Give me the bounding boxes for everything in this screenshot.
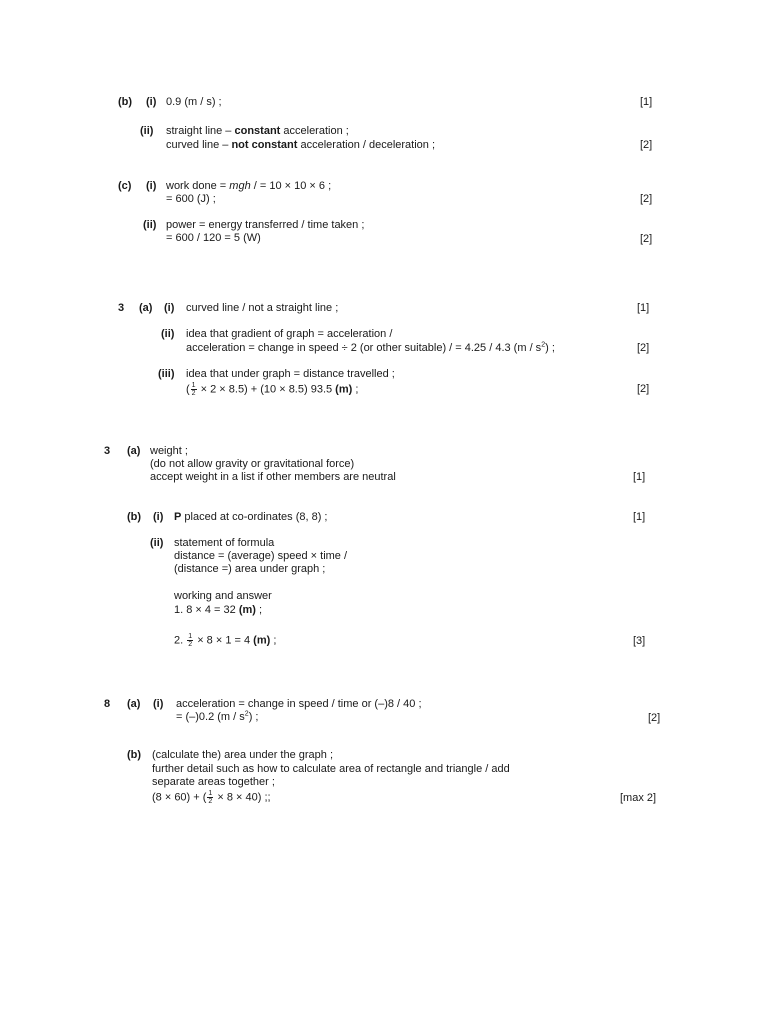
answer-line: statement of formula (174, 537, 275, 549)
answer-line: further detail such as how to calculate area of rectangle and triangle / add (152, 763, 510, 775)
answer-line: (do not allow gravity or gravitational force) (150, 458, 355, 470)
subpart-label: (iii) (158, 368, 175, 380)
answer-line: curved line – not constant acceleration / deceleration ; (166, 139, 436, 151)
subpart-label: (ii) (161, 328, 175, 340)
answer-line: straight line – constant acceleration ; (166, 125, 349, 137)
question-number: 3 (118, 302, 125, 314)
answer-line: accept weight in a list if other members are neutral (150, 471, 396, 483)
subpart-label: (ii) (143, 219, 157, 231)
answer-line: 1. 8 × 4 = 32 (m) ; (174, 604, 263, 616)
answer-line: P placed at co-ordinates (8, 8) ; (174, 511, 328, 523)
answer-line: weight ; (150, 445, 188, 457)
marks: [2] (637, 383, 650, 395)
answer-line: 2. $\frac{1}{2}$ × 8 × 1 = 4 (m) ; (174, 633, 277, 648)
answer-line: (distance =) area under graph ; (174, 563, 326, 575)
part-label: (b) (118, 96, 133, 108)
subpart-label: (i) (153, 511, 164, 523)
answer-line: separate areas together ; (152, 776, 275, 788)
answer-line: (calculate the) area under the graph ; (152, 749, 334, 761)
answer-line: acceleration = change in speed / time or (–)8 / 40 ; (176, 698, 422, 710)
answer-line: ( $\frac{1}{2}$ × 2 × 8.5) + (10 × 8.5) 93.5 (m) ; (186, 382, 359, 397)
answer-line: idea that gradient of graph = acceleration / (186, 328, 393, 340)
question-number: 3 (104, 445, 111, 457)
marks: [1] (633, 471, 646, 483)
part-label: (b) (127, 749, 142, 761)
answer-line: power = energy transferred / time taken ; (166, 219, 365, 231)
fraction: $\frac{1}{2}$ (188, 633, 193, 648)
fraction: $\frac{1}{2}$ (191, 382, 196, 397)
fraction: $\frac{1}{2}$ (208, 790, 213, 805)
marks: [2] (640, 193, 653, 205)
marks: [2] (637, 342, 650, 354)
marks: [1] (640, 96, 653, 108)
marks: [1] (637, 302, 650, 314)
part-label: (b) (127, 511, 142, 523)
answer-line: = 600 (J) ; (166, 193, 216, 205)
marks: [2] (640, 139, 653, 151)
answer-line: work done = mgh / = 10 × 10 × 6 ; (166, 180, 332, 192)
subpart-label: (i) (146, 180, 157, 192)
part-label: (c) (118, 180, 132, 192)
answer-line: = (–)0.2 $(m / s^2)$ ; (176, 710, 259, 723)
question-number: 8 (104, 698, 111, 710)
answer-line: idea that under graph = distance travelled ; (186, 368, 395, 380)
part-label: (a) (127, 698, 141, 710)
answer-line: distance = (average) speed × time / (174, 550, 348, 562)
subpart-label: (ii) (140, 125, 154, 137)
marks: [3] (633, 635, 646, 647)
subpart-label: (i) (153, 698, 164, 710)
marks: [2] (648, 712, 661, 724)
subpart-label: (ii) (150, 537, 164, 549)
marks: [max 2] (620, 792, 657, 804)
marks: [2] (640, 233, 653, 245)
answer-line: = 600 / 120 = 5 (W) (166, 232, 261, 244)
answer-line: (8 × 60) + ( $\frac{1}{2}$ × 8 × 40) ;; (152, 790, 271, 805)
subpart-label: (i) (146, 96, 157, 108)
answer-text: curved line / not a straight line ; (186, 302, 339, 314)
answer-text: 0.9 (m / s) ; (166, 96, 222, 108)
answer-line: acceleration = change in speed ÷ 2 (or other suitable) / = 4.25 / 4.3 $(m / s^2)$ ; (186, 341, 555, 354)
marks: [1] (633, 511, 646, 523)
part-label: (a) (127, 445, 141, 457)
subpart-label: (i) (164, 302, 175, 314)
part-label: (a) (139, 302, 153, 314)
answer-line: working and answer (174, 590, 272, 602)
